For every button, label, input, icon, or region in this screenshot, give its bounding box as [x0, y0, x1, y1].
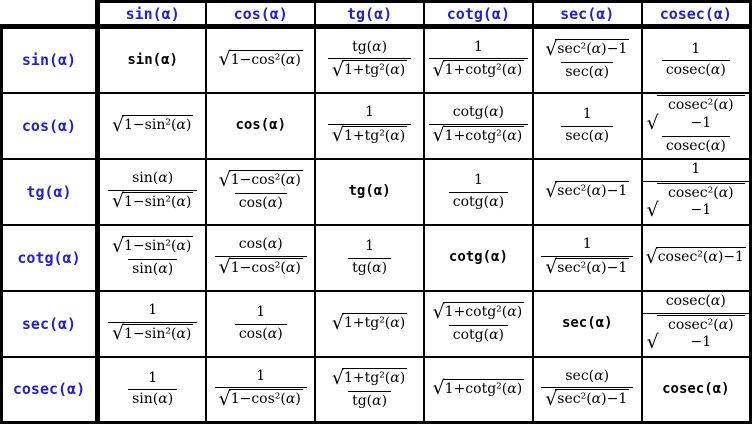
- sqrt-radical: [433, 60, 525, 80]
- fraction-denominator: [643, 313, 749, 355]
- fraction: [541, 235, 633, 280]
- radicand: √ 1+cotg²(α): [444, 380, 523, 397]
- table-row: [2, 291, 751, 357]
- formula-text: cosec(α): [665, 62, 726, 79]
- radicand: √ 1+tg²(α): [343, 369, 406, 386]
- fraction-numerator: [541, 38, 633, 62]
- fraction: [348, 237, 391, 278]
- identity-self-label: sin(α): [127, 51, 178, 68]
- fraction: [108, 301, 197, 346]
- formula-cell-cotg-from-cosec: [642, 225, 751, 291]
- formula-text: sin(α): [132, 170, 174, 187]
- radicand: √ 1+cotg²(α): [444, 304, 523, 321]
- identity-self-label: cos(α): [235, 116, 287, 133]
- formula-cell-sin-from-sec: [533, 27, 642, 93]
- table-row: [2, 27, 751, 93]
- sqrt-radical: [545, 258, 629, 278]
- fraction-denominator: [108, 190, 197, 214]
- col-header-cos: cos(α): [206, 2, 315, 27]
- radicand: √ sec²(α)−1: [557, 391, 628, 408]
- fraction-denominator: [215, 256, 307, 280]
- sqrt-radical: [112, 324, 193, 344]
- sqrt-radical: [112, 236, 193, 256]
- formula-cell-sec-from-cos: [206, 291, 315, 357]
- fraction: [643, 160, 749, 222]
- formula-cell-cos-from-sin: [98, 93, 207, 159]
- formula-cell-sin-from-cos: [206, 27, 315, 93]
- fraction-numerator: [662, 292, 730, 313]
- formula-text: sin(α): [132, 261, 174, 278]
- formula-cell-sec-from-sin: [98, 291, 207, 357]
- sqrt-radical: [332, 313, 407, 333]
- fraction: [215, 169, 307, 214]
- fraction: [215, 235, 307, 280]
- fraction: [235, 303, 287, 344]
- radicand: √ 1−cos²(α): [230, 259, 301, 276]
- sqrt-radical: [545, 389, 629, 409]
- fraction-numerator: [643, 94, 749, 136]
- col-header-sin: sin(α): [98, 2, 207, 27]
- fraction-numerator: [687, 160, 704, 181]
- fraction-numerator: [579, 235, 596, 256]
- fraction-numerator: [128, 169, 177, 190]
- fraction-numerator: [144, 369, 161, 390]
- radicand: √ cosec²(α)−1: [657, 315, 745, 352]
- formula-cell-sec-from-cosec: [642, 291, 751, 357]
- fraction: [328, 367, 411, 412]
- fraction-denominator: [449, 325, 508, 346]
- formula-cell-cosec-from-cosec: [642, 357, 751, 423]
- formula-text: cos(α): [238, 236, 283, 253]
- sqrt-radical: [433, 302, 525, 322]
- formula-text: sec(α): [565, 64, 610, 81]
- sqrt-radical: [219, 389, 303, 409]
- fraction-denominator: [662, 60, 730, 81]
- formula-text: 1: [148, 302, 158, 319]
- fraction: [643, 94, 749, 156]
- formula-cell-cos-from-sec: [533, 93, 642, 159]
- formula-cell-cosec-from-tg: [315, 357, 424, 423]
- radicand: √ sec²(α)−1: [557, 40, 628, 57]
- fraction-numerator: [328, 367, 411, 391]
- formula-text: 1: [473, 172, 483, 188]
- identity-self-label: sec(α): [561, 314, 613, 331]
- table-row: [2, 225, 751, 291]
- fraction: [429, 38, 529, 83]
- radicand: √ 1−sin²(α): [124, 116, 192, 133]
- fraction-numerator: [252, 303, 269, 324]
- formula-cell-sin-from-cosec: [642, 27, 751, 93]
- sqrt-radical: [332, 368, 407, 388]
- fraction: [449, 171, 508, 212]
- fraction: [561, 105, 613, 146]
- sqrt-radical: [647, 183, 745, 220]
- fraction-numerator: [470, 38, 487, 59]
- formula-cell-cos-from-cotg: [424, 93, 533, 159]
- fraction-denominator: [108, 322, 197, 346]
- fraction-numerator: [687, 40, 704, 61]
- fraction-denominator: [328, 124, 411, 148]
- formula-text: cos(α): [238, 325, 283, 342]
- sqrt-radical: [647, 95, 745, 132]
- sqrt-radical: [112, 192, 193, 212]
- table-header-row: [2, 2, 751, 27]
- radicand: √ cosec²(α)−1: [657, 95, 745, 132]
- identity-self-label: cotg(α): [448, 248, 508, 265]
- fraction-numerator: [235, 235, 287, 256]
- fraction: [328, 38, 411, 83]
- fraction-denominator: [643, 181, 749, 223]
- formula-cell-sec-from-tg: [315, 291, 424, 357]
- fraction-numerator: [561, 367, 613, 388]
- sqrt-radical: [219, 258, 303, 278]
- sqrt-radical: [545, 39, 629, 59]
- formula-cell-cosec-from-sec: [533, 357, 642, 423]
- fraction-numerator: [579, 105, 596, 126]
- fraction-denominator: [235, 324, 287, 345]
- fraction: [662, 40, 730, 81]
- sqrt-radical: [646, 247, 746, 267]
- corner-cell: [2, 2, 98, 27]
- fraction: [541, 38, 633, 83]
- sqrt-radical: [219, 50, 303, 70]
- formula-text: cotg(α): [452, 104, 505, 121]
- fraction: [541, 367, 633, 412]
- fraction-denominator: [215, 387, 307, 411]
- fraction-numerator: [470, 171, 487, 192]
- sqrt-radical: [112, 115, 193, 135]
- fraction: [215, 367, 307, 412]
- fraction-denominator: [561, 126, 613, 147]
- table-body: [2, 27, 751, 423]
- formula-cell-cotg-from-sec: [533, 225, 642, 291]
- row-header-sin: sin(α): [2, 27, 98, 93]
- fraction-numerator: [348, 38, 391, 59]
- col-header-cosec: cosec(α): [642, 2, 751, 27]
- table-row: [2, 357, 751, 423]
- row-header-tg: tg(α): [2, 159, 98, 225]
- formula-text: 1: [256, 304, 266, 320]
- radicand: √ 1−cos²(α): [230, 51, 301, 68]
- radicand: √ 1−sin²(α): [124, 193, 192, 210]
- fraction-numerator: [108, 235, 197, 259]
- fraction-denominator: [348, 391, 391, 412]
- sqrt-radical: [647, 315, 745, 352]
- fraction-numerator: [449, 103, 508, 124]
- radicand: √ 1+tg²(α): [343, 314, 406, 331]
- fraction-denominator: [429, 124, 529, 148]
- formula-cell-cotg-from-cotg: [424, 225, 533, 291]
- identity-self-label: tg(α): [348, 182, 391, 199]
- formula-cell-cosec-from-cos: [206, 357, 315, 423]
- formula-text: 1: [473, 38, 483, 55]
- formula-text: 1: [365, 104, 375, 121]
- fraction-numerator: [361, 237, 378, 258]
- sqrt-radical: [433, 379, 525, 399]
- radicand: √ sec²(α)−1: [557, 259, 628, 276]
- formula-text: cotg(α): [452, 193, 505, 210]
- formula-cell-sin-from-tg: [315, 27, 424, 93]
- fraction: [108, 235, 197, 280]
- radicand: √ 1+tg²(α): [343, 62, 406, 79]
- formula-text: 1: [365, 238, 375, 254]
- row-header-cos: cos(α): [2, 93, 98, 159]
- fraction-denominator: [328, 58, 411, 82]
- radicand: √ 1−cos²(α): [230, 172, 301, 189]
- fraction-numerator: [361, 103, 378, 124]
- fraction: [429, 301, 529, 346]
- formula-text: tg(α): [352, 259, 388, 276]
- formula-text: cos(α): [238, 195, 283, 212]
- col-header-cotg: cotg(α): [424, 2, 533, 27]
- fraction-numerator: [252, 367, 269, 388]
- formula-text: cosec(α): [665, 138, 726, 155]
- radicand: √ 1−cos²(α): [230, 391, 301, 408]
- formula-text: sin(α): [132, 391, 174, 408]
- formula-cell-cosec-from-cotg: [424, 357, 533, 423]
- fraction: [128, 369, 177, 410]
- fraction: [108, 169, 197, 214]
- identity-self-label: cosec(α): [662, 380, 730, 397]
- formula-cell-tg-from-tg: [315, 159, 424, 225]
- radicand: √ cosec²(α)−1: [657, 248, 744, 265]
- formula-cell-sec-from-sec: [533, 291, 642, 357]
- formula-cell-cotg-from-cos: [206, 225, 315, 291]
- col-header-sec: sec(α): [533, 2, 642, 27]
- table-row: [2, 93, 751, 159]
- formula-cell-tg-from-cotg: [424, 159, 533, 225]
- formula-cell-cos-from-cos: [206, 93, 315, 159]
- formula-cell-tg-from-sec: [533, 159, 642, 225]
- radicand: √ 1+cotg²(α): [444, 127, 523, 144]
- formula-cell-cotg-from-tg: [315, 225, 424, 291]
- fraction-denominator: [662, 136, 730, 157]
- sqrt-radical: [433, 126, 525, 146]
- radicand: √ 1+cotg²(α): [444, 62, 523, 79]
- sqrt-radical: [332, 60, 407, 80]
- fraction-denominator: [128, 259, 177, 280]
- formula-text: 1: [148, 369, 158, 386]
- formula-cell-cos-from-tg: [315, 93, 424, 159]
- formula-text: tg(α): [352, 393, 388, 410]
- formula-text: 1: [691, 161, 701, 178]
- fraction-denominator: [449, 192, 508, 213]
- formula-text: 1: [691, 40, 701, 57]
- formula-cell-sin-from-cotg: [424, 27, 533, 93]
- fraction-numerator: [215, 169, 307, 193]
- radicand: √ cosec²(α)−1: [657, 183, 745, 220]
- table-row: [2, 159, 751, 225]
- formula-text: tg(α): [352, 38, 388, 55]
- fraction-numerator: [144, 301, 161, 322]
- formula-text: sec(α): [565, 367, 610, 384]
- fraction-denominator: [235, 193, 287, 214]
- formula-cell-tg-from-cos: [206, 159, 315, 225]
- radicand: √ 1+tg²(α): [343, 127, 406, 144]
- formula-cell-cos-from-cosec: [642, 93, 751, 159]
- sqrt-radical: [332, 126, 407, 146]
- fraction-denominator: [541, 256, 633, 280]
- formula-cell-cosec-from-sin: [98, 357, 207, 423]
- fraction-denominator: [541, 387, 633, 411]
- row-header-sec: sec(α): [2, 291, 98, 357]
- sqrt-radical: [545, 181, 629, 201]
- formula-text: 1: [582, 236, 592, 253]
- fraction: [643, 292, 749, 354]
- fraction: [429, 103, 529, 148]
- col-header-tg: tg(α): [315, 2, 424, 27]
- fraction-denominator: [561, 62, 613, 83]
- formula-text: cotg(α): [452, 327, 505, 344]
- fraction: [328, 103, 411, 148]
- row-header-cosec: cosec(α): [2, 357, 98, 423]
- formula-text: cosec(α): [665, 293, 726, 310]
- formula-cell-tg-from-sin: [98, 159, 207, 225]
- fraction-denominator: [429, 58, 529, 82]
- radicand: √ 1−sin²(α): [124, 325, 192, 342]
- fraction-denominator: [128, 389, 177, 410]
- formula-text: sec(α): [565, 127, 610, 144]
- radicand: √ sec²(α)−1: [557, 182, 628, 199]
- fraction-denominator: [348, 258, 391, 279]
- formula-cell-sec-from-cotg: [424, 291, 533, 357]
- radicand: √ 1−sin²(α): [124, 238, 192, 255]
- formula-cell-tg-from-cosec: [642, 159, 751, 225]
- formula-cell-sin-from-sin: [98, 27, 207, 93]
- fraction-numerator: [429, 301, 529, 325]
- formula-cell-cotg-from-sin: [98, 225, 207, 291]
- formula-text: 1: [256, 367, 266, 384]
- row-header-cotg: cotg(α): [2, 225, 98, 291]
- sqrt-radical: [219, 170, 303, 190]
- formula-text: 1: [582, 106, 592, 122]
